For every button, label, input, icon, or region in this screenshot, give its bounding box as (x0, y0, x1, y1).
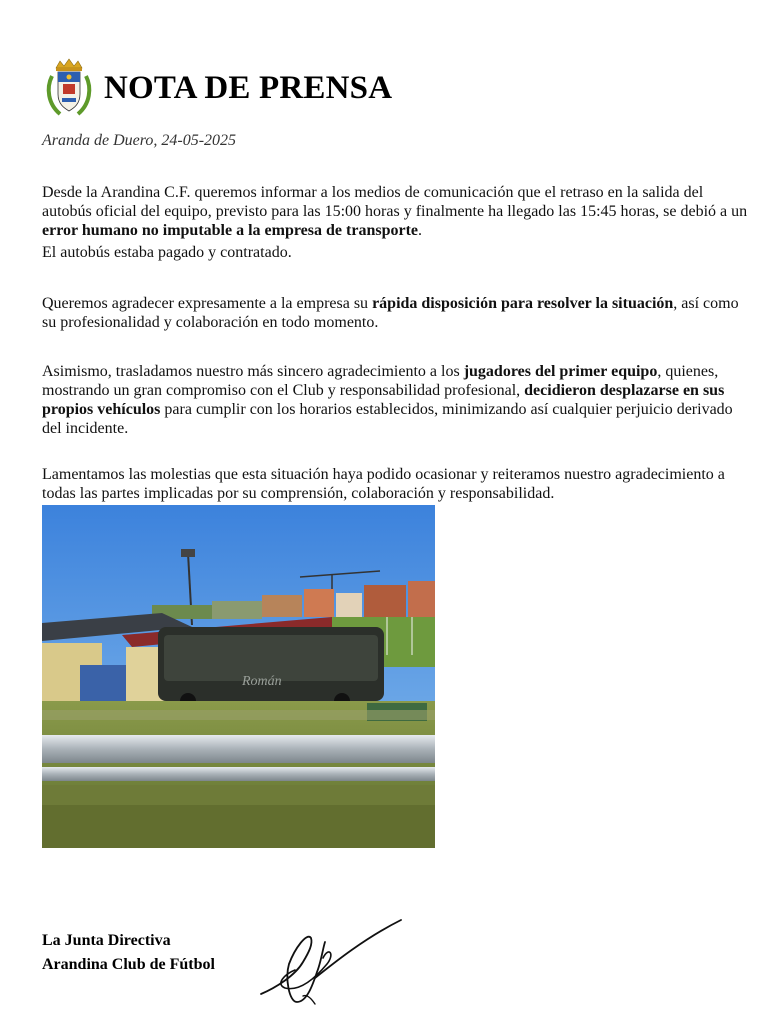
signoff-block (42, 929, 215, 977)
p3-text-a: Queremos agradecer expresamente a la empresa su (42, 295, 373, 312)
paragraph-2: El autobús estaba pagado y contratado. (42, 244, 292, 261)
bus-photo (42, 505, 435, 848)
p4-text-c: , quienes, mostrando un gran compromiso con el Club y responsabilidad profesional, (42, 363, 719, 399)
p1-text-a: Desde la Arandina C.F. queremos informar a los medios de comunicación que el retraso en la salida del autobús oficial del equipo, previsto para las 15:00 horas y finalmente ha llegado las 15:45 horas, se debió a un (42, 184, 748, 220)
signoff-line-1: La Junta Directiva (42, 932, 171, 949)
handwritten-signature (255, 918, 405, 1010)
p4-text-e: para cumplir con los horarios establecidos, minimizando así cualquier perjuicio derivado del incidente. (42, 401, 733, 437)
paragraph-1 (42, 183, 752, 240)
paragraph-3 (42, 294, 752, 332)
signoff-line-2: Arandina Club de Fútbol (42, 956, 215, 973)
date-line: Aranda de Duero, 24-05-2025 (42, 132, 237, 149)
coat-of-arms-icon (44, 58, 94, 118)
paragraph-5: Lamentamos las molestias que esta situación haya podido ocasionar y reiteramos nuestro agradecimiento a todas las partes implicadas por su comprensión, colaboración y responsabilidad. (42, 466, 725, 502)
page-title: NOTA DE PRENSA (104, 69, 393, 106)
p4-bold-1: jugadores del primer equipo (463, 363, 658, 380)
header (44, 58, 392, 118)
p3-bold: rápida disposición para resolver la situación (372, 295, 674, 312)
p4-text-a: Asimismo, trasladamos nuestro más sincero agradecimiento a los (42, 363, 464, 380)
p3-text-c: , así como su profesionalidad y colaboración en todo momento. (42, 295, 739, 331)
paragraph-4 (42, 362, 752, 438)
p4-bold-2: decidieron desplazarse en sus propios vehículos (42, 382, 725, 418)
bus-lettering: Román (242, 674, 282, 689)
p1-text-c: . (418, 222, 422, 239)
p1-bold: error humano no imputable a la empresa de transporte (42, 222, 418, 239)
